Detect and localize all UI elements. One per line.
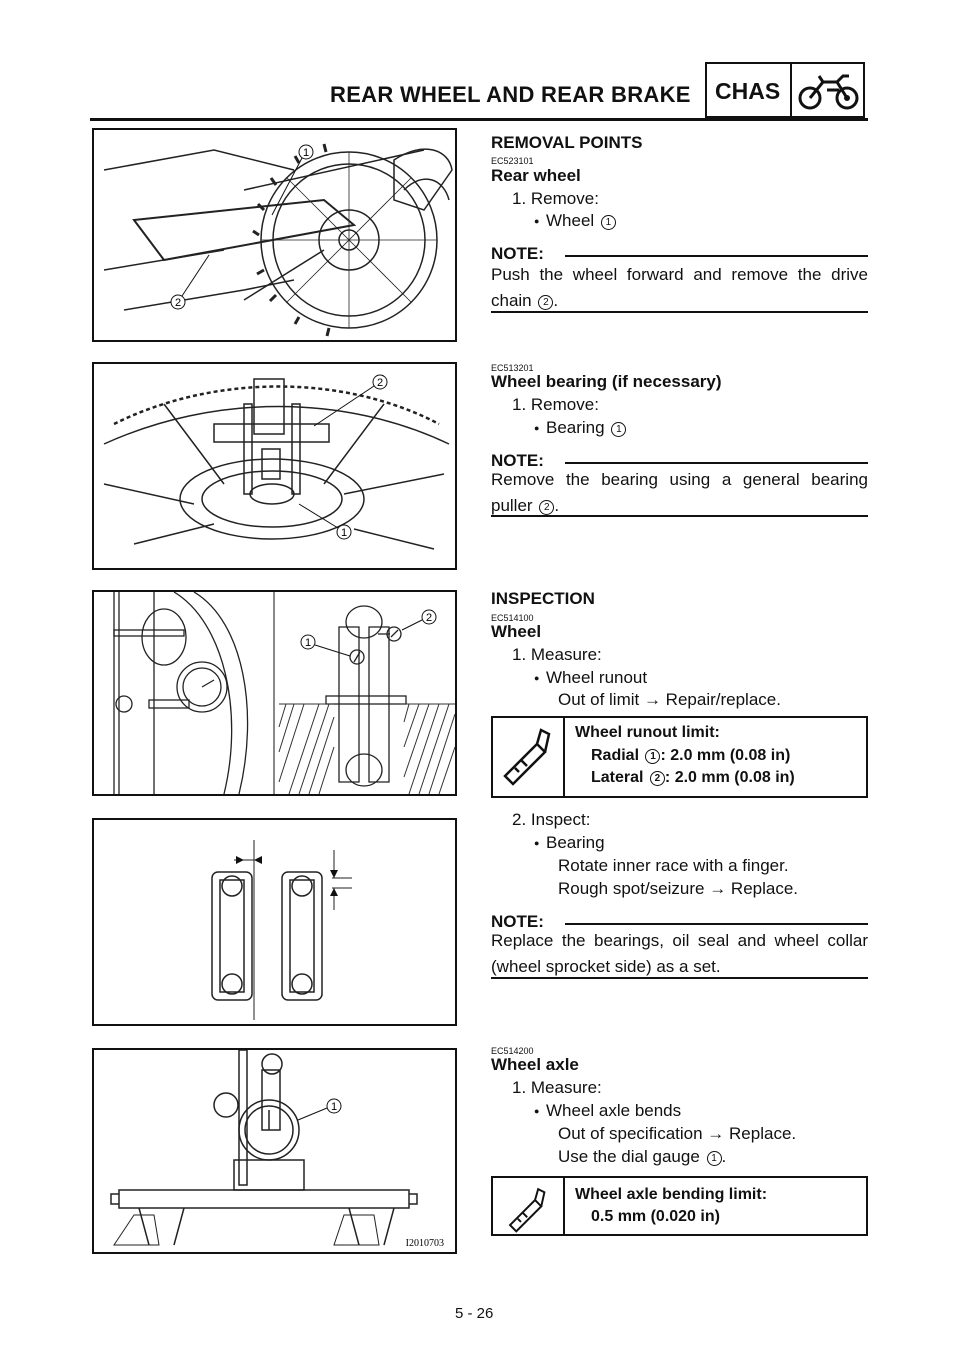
bullet-item <box>546 211 616 231</box>
spec-radial <box>591 747 790 765</box>
note-text: Remove the bearing using a general bearing puller 2 . <box>491 470 868 515</box>
note-label: NOTE: <box>491 451 544 470</box>
circled-number: 2 <box>538 295 553 310</box>
callout-1-label: 1 <box>330 1101 338 1113</box>
ref-code: EC513201 <box>491 363 534 373</box>
bullet-item-text: Wheel <box>546 211 595 230</box>
note-end-rule <box>491 515 868 517</box>
spec-lateral-value: : 2.0 mm (0.08 in) <box>664 769 795 786</box>
note-rule <box>565 923 868 925</box>
note-rule <box>565 462 868 464</box>
circled-number: 2 <box>650 771 665 786</box>
step: 1. Measure: <box>512 645 602 664</box>
spec-radial-label: Radial <box>591 747 640 764</box>
figure-bearing-inspection <box>92 818 457 1026</box>
circled-number: 2 <box>539 500 554 515</box>
note-text-body: Remove the bearing using a general bearing puller <box>491 470 868 515</box>
note-rule <box>565 255 868 257</box>
figure-rear-wheel-removal <box>92 128 457 342</box>
header-rule-right <box>700 118 868 121</box>
spec-value: 0.5 mm (0.020 in) <box>591 1208 720 1225</box>
page-number: 5 - 26 <box>455 1305 494 1322</box>
note-label: NOTE: <box>491 244 544 263</box>
step: 1. Measure: <box>512 1078 602 1097</box>
spec-box-runout <box>491 716 868 798</box>
note-text: Replace the bearings, oil seal and wheel collar (wheel sprocket side) as a set. <box>491 931 868 976</box>
spec-radial-value: : 2.0 mm (0.08 in) <box>660 747 791 764</box>
step: 1. Remove: <box>512 189 599 208</box>
step: 1. Remove: <box>512 395 599 414</box>
callout-2-label: 2 <box>425 612 433 624</box>
subsection-title: Wheel <box>491 622 542 641</box>
callout-1-label: 1 <box>340 527 348 539</box>
note-text: Push the wheel forward and remove the drive chain 2 . <box>491 265 868 310</box>
note-end-rule <box>491 977 868 979</box>
bullet-item: ● Wheel runout <box>546 668 647 688</box>
figure-bearing-puller <box>92 362 457 570</box>
subsection-title: Wheel axle <box>491 1055 579 1074</box>
section-heading-inspection: INSPECTION <box>491 589 595 608</box>
step: 2. Inspect: <box>512 810 591 829</box>
figure-caption: I2010703 <box>405 1238 444 1249</box>
subsection-title: Wheel bearing (if necessary) <box>491 372 722 391</box>
spec-title: Wheel runout limit: <box>575 724 720 741</box>
instruction-text: Use the dial gauge 1 . <box>558 1147 727 1166</box>
page-title: REAR WHEEL AND REAR BRAKE <box>330 82 691 107</box>
bullet-item: ● Wheel axle bends <box>546 1101 681 1121</box>
ref-code: EC514100 <box>491 613 534 623</box>
spec-lateral <box>591 769 795 787</box>
spec-lateral-label: Lateral <box>591 769 644 786</box>
note-label: NOTE: <box>491 912 544 931</box>
header-rule <box>90 118 710 121</box>
circled-number: 1 <box>611 422 626 437</box>
note-text-body: Push the wheel forward and remove the drive chain <box>491 265 868 310</box>
callout-1 <box>299 504 351 539</box>
callout-2-label: 2 <box>174 297 182 309</box>
note-end-rule <box>491 311 868 313</box>
ref-code: EC523101 <box>491 156 534 166</box>
bullet-item <box>546 418 626 438</box>
bullet-item-text: Bearing <box>546 418 605 437</box>
chapter-badge-label: CHAS <box>715 78 781 104</box>
caliper-icon <box>493 1178 565 1234</box>
circled-number: 1 <box>645 749 660 764</box>
callout-1 <box>301 635 350 656</box>
spec-title: Wheel axle bending limit: <box>575 1186 768 1203</box>
figure-wheel-runout <box>92 590 457 796</box>
motorcycle-icon <box>797 70 861 112</box>
bullet-item: ● Bearing <box>546 833 605 853</box>
figure-axle-dial-gauge <box>92 1048 457 1254</box>
callout-2 <box>171 255 209 309</box>
result-text: Out of specification → Replace. <box>558 1124 797 1143</box>
circled-number: 1 <box>707 1151 722 1166</box>
spec-box-axle <box>491 1176 868 1236</box>
badge-divider <box>790 64 792 116</box>
caliper-icon <box>493 718 565 796</box>
result-text: Out of limit → Repair/replace. <box>558 690 781 709</box>
callout-1-label: 1 <box>302 147 310 159</box>
ref-code: EC514200 <box>491 1046 534 1056</box>
callout-2-label: 2 <box>376 377 384 389</box>
section-heading-removal: REMOVAL POINTS <box>491 133 643 152</box>
chapter-badge <box>705 62 865 118</box>
callout-1-label: 1 <box>304 637 312 649</box>
callout-1 <box>298 1099 341 1120</box>
instruction-text: Rotate inner race with a finger. <box>558 856 789 875</box>
circled-number: 1 <box>601 215 616 230</box>
instruction-text-body: Use the dial gauge <box>558 1147 700 1166</box>
callout-2 <box>402 610 436 630</box>
result-text: Rough spot/seizure → Replace. <box>558 879 799 898</box>
subsection-title: Rear wheel <box>491 166 581 185</box>
